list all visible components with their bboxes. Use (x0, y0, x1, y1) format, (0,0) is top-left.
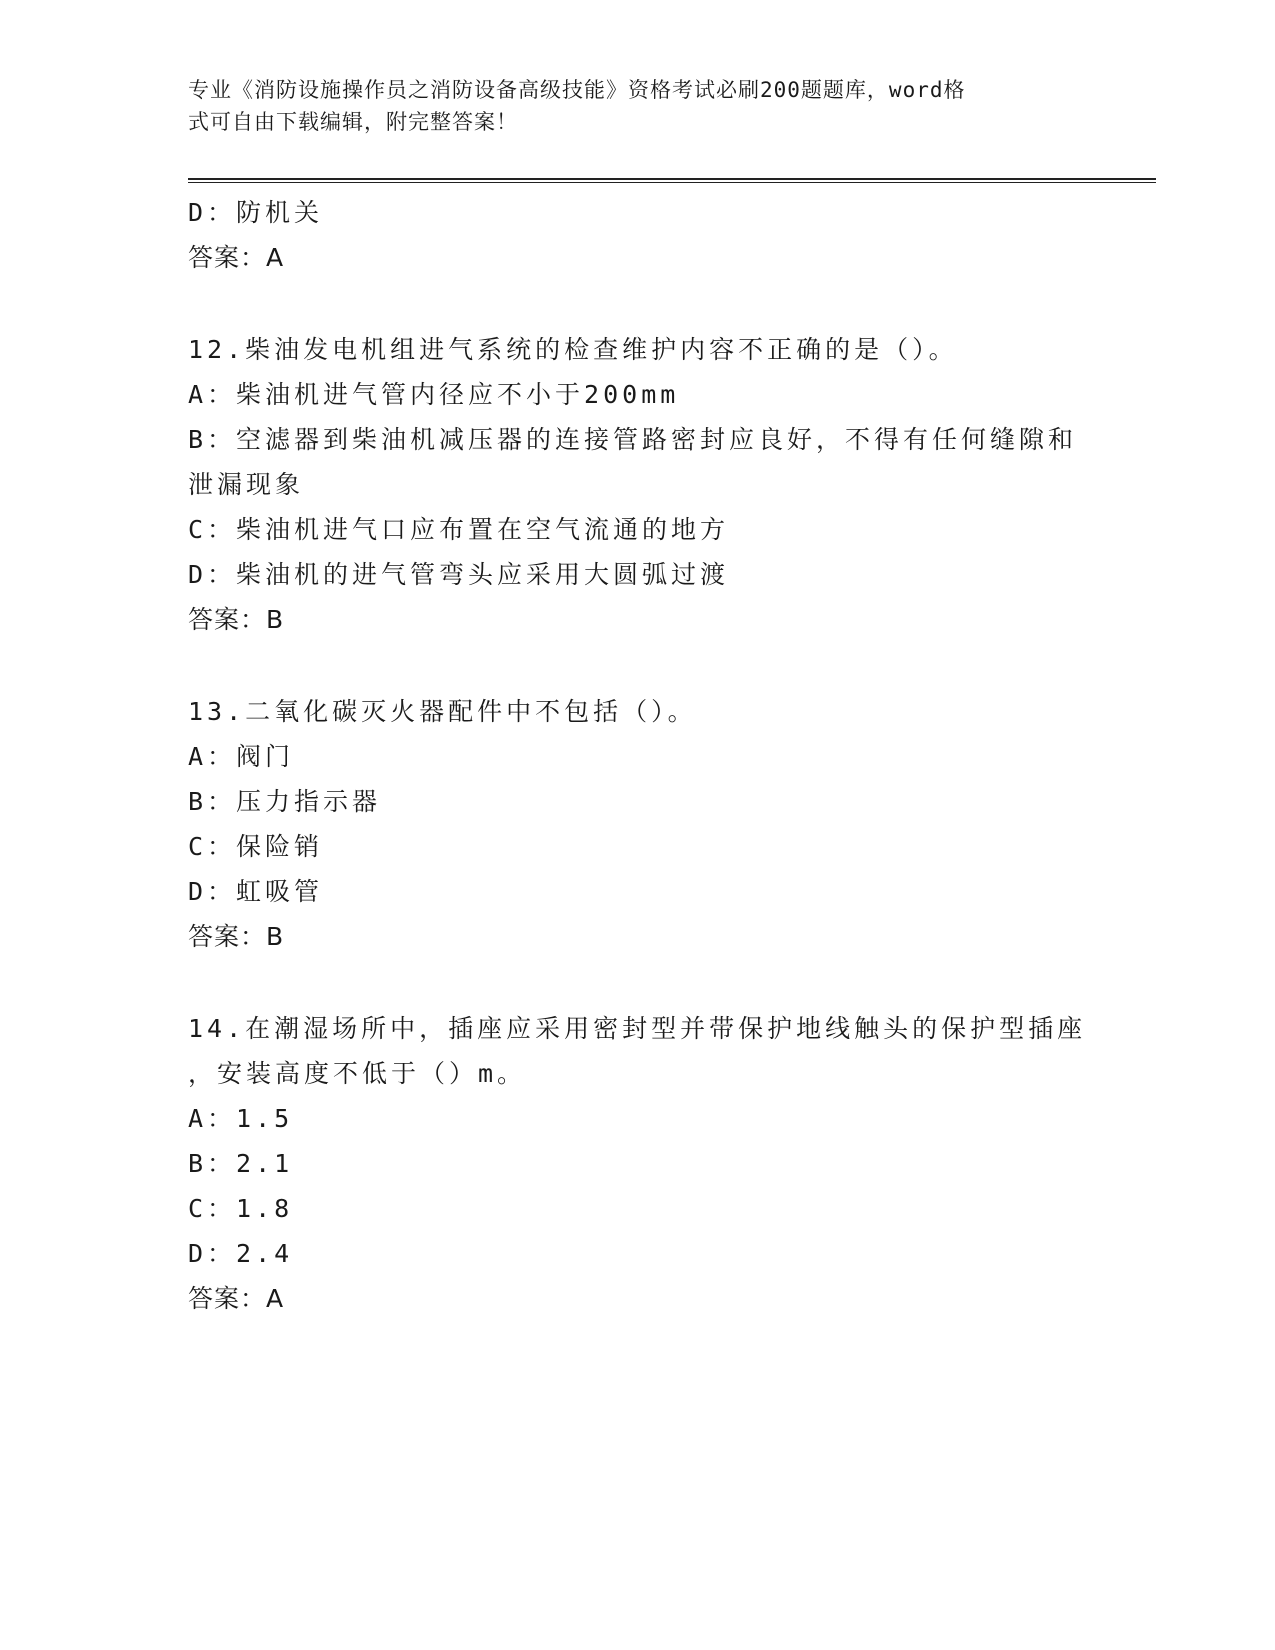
question-content (188, 190, 1088, 1321)
option-a: A：柴油机进气管内径应不小于200mm (188, 380, 680, 409)
previous-question-tail (188, 190, 1088, 280)
header-line-1: 专业《消防设施操作员之消防设备高级技能》资格考试必刷200题题库，word格 (188, 78, 966, 102)
option-c: C：1.8 (188, 1194, 294, 1223)
question-title-continued: ，安装高度不低于（）m。 (188, 1059, 527, 1088)
option-c: C：柴油机进气口应布置在空气流通的地方 (188, 515, 730, 544)
option-a: A：1.5 (188, 1104, 294, 1133)
answer-line: 答案：A (188, 1284, 285, 1313)
header-divider (188, 178, 1156, 183)
option-d: D：防机关 (188, 198, 324, 227)
answer-line: 答案：B (188, 922, 285, 951)
option-d: D：2.4 (188, 1239, 294, 1268)
spacer (188, 642, 1088, 689)
question-14 (188, 1006, 1088, 1321)
option-d: D：虹吸管 (188, 877, 324, 906)
option-b: B：2.1 (188, 1149, 294, 1178)
option-a: A：阀门 (188, 742, 295, 771)
option-b: B：压力指示器 (188, 787, 382, 816)
answer-line: 答案：B (188, 605, 285, 634)
question-13 (188, 689, 1088, 959)
answer-line: 答案：A (188, 243, 285, 272)
page-header (188, 74, 1068, 138)
option-d: D：柴油机的进气管弯头应采用大圆弧过渡 (188, 560, 730, 589)
question-title: 12.柴油发电机组进气系统的检查维护内容不正确的是（）。 (188, 335, 958, 364)
spacer (188, 280, 1088, 327)
option-b-continued: 泄漏现象 (188, 470, 305, 499)
question-title: 14.在潮湿场所中，插座应采用密封型并带保护地线触头的保护型插座 (188, 1014, 1087, 1043)
header-line-2: 式可自由下载编辑，附完整答案！ (188, 110, 518, 134)
question-12 (188, 327, 1088, 642)
option-c: C：保险销 (188, 832, 324, 861)
spacer (188, 959, 1088, 1006)
option-b: B：空滤器到柴油机减压器的连接管路密封应良好，不得有任何缝隙和 (188, 425, 1078, 454)
question-title: 13.二氧化碳灭火器配件中不包括（）。 (188, 697, 697, 726)
